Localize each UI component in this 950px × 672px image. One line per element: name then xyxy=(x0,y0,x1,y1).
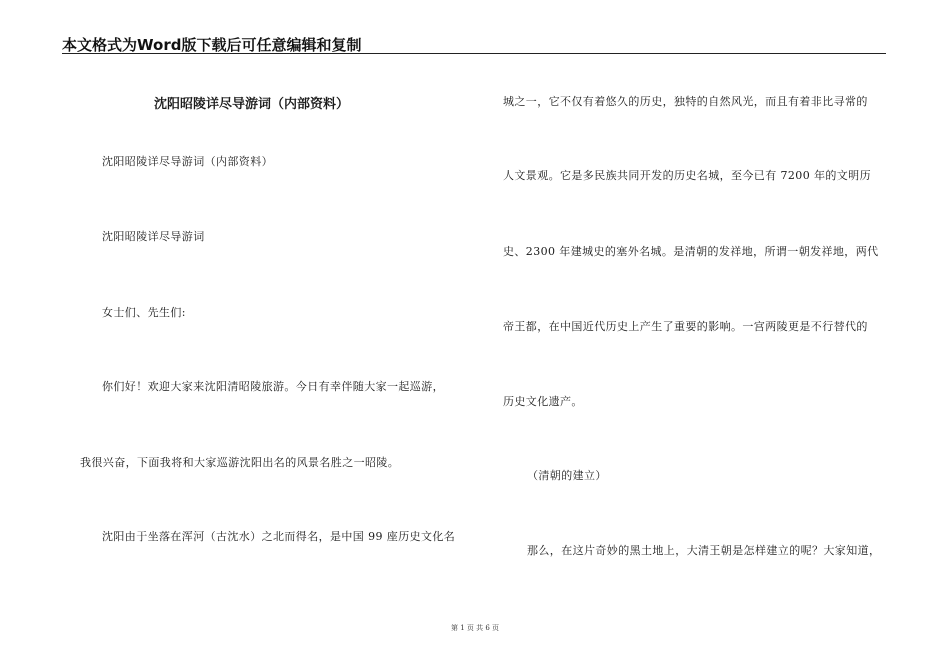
left-line-4: 你们好！欢迎大家来沈阳清昭陵旅游。今日有幸伴随大家一起巡游， xyxy=(102,380,444,393)
right-line-7: 那么，在这片奇妙的黑土地上，大清王朝是怎样建立的呢？大家知道， xyxy=(527,544,881,557)
right-line-3: 史、2300 年建城史的塞外名城。是清朝的发祥地，所谓一朝发祥地，两代 xyxy=(503,245,879,258)
page-indicator: 第 1 页 共 6 页 xyxy=(450,624,500,632)
right-section-heading: （清朝的建立） xyxy=(527,469,607,482)
right-line-4: 帝王都，在中国近代历史上产生了重要的影响。一宫两陵更是不行替代的 xyxy=(503,320,868,333)
header-banner: 本文格式为Word版下载后可任意编辑和复制 xyxy=(62,36,362,54)
right-line-2: 人文景观。它是多民族共同开发的历史名城，至今已有 7200 年的文明历 xyxy=(503,169,871,182)
left-line-6: 沈阳由于坐落在浑河（古沈水）之北而得名，是中国 99 座历史文化名 xyxy=(102,530,456,543)
document-title: 沈阳昭陵详尽导游词（内部资料） xyxy=(154,97,350,112)
header-rule xyxy=(62,53,886,54)
left-line-2: 沈阳昭陵详尽导游词 xyxy=(102,230,205,243)
right-line-5: 历史文化遗产。 xyxy=(503,395,583,408)
right-line-1: 城之一，它不仅有着悠久的历史，独特的自然风光，而且有着非比寻常的 xyxy=(503,95,868,108)
left-line-3: 女士们、先生们: xyxy=(102,306,186,319)
left-line-1: 沈阳昭陵详尽导游词（内部资料） xyxy=(102,155,273,168)
left-line-5: 我很兴奋，下面我将和大家巡游沈阳出名的风景名胜之一昭陵。 xyxy=(80,456,400,469)
